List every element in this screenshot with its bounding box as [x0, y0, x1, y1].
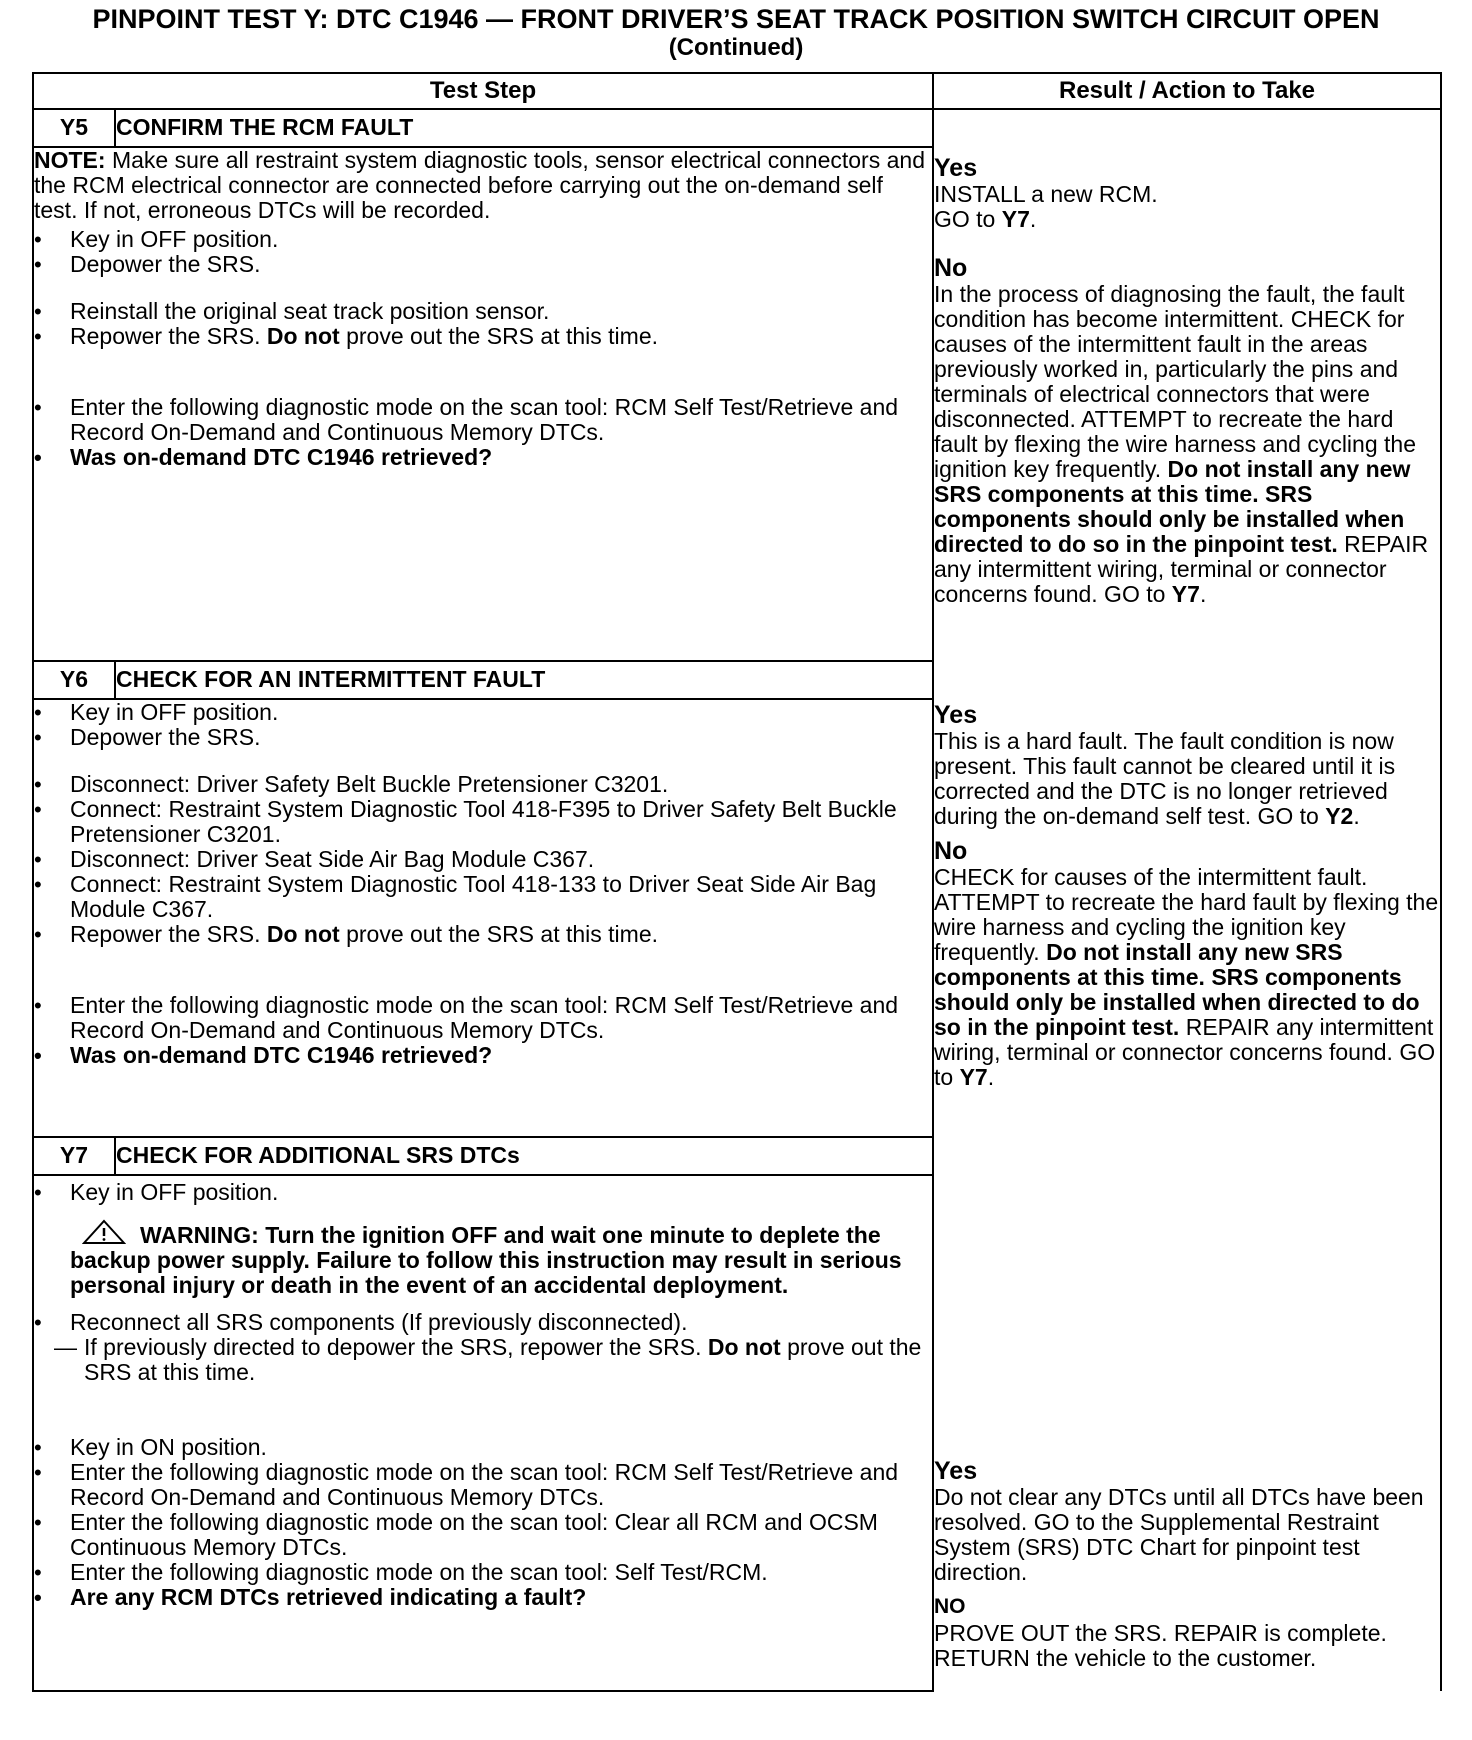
result-y6-yes-heading: Yes [934, 701, 978, 729]
y6-bullet-1: • Key in OFF position. [34, 700, 932, 725]
y7-bullet-7: • Are any RCM DTCs retrieved indicating a fault? [34, 1585, 932, 1610]
step-body-y7 [33, 1175, 933, 1691]
result-y5-no-text: In the process of diagnosing the fault, the fault condition has become intermittent. CHECK for causes of the intermittent fault in the areas previously worked in, particularly the pins and terminals of electrical connectors that were disconnected. ATTEMPT to recreate the hard fault by flexing the wire harness and cycling the ignition key frequently. Do not install any new SRS components at this time. SRS components should only be installed when directed to do so in the pinpoint test. REPAIR any intermittent wiring, terminal or connector concerns found. GO to Y7. [934, 281, 1429, 607]
page-title: PINPOINT TEST Y: DTC C1946 — FRONT DRIVER’S SEAT TRACK POSITION SWITCH CIRCUIT OPEN [92, 4, 1380, 34]
step-id-y6: Y6 [33, 661, 115, 699]
y6-bullet-5: • Disconnect: Driver Seat Side Air Bag Module C367. [34, 847, 932, 872]
y7-bullet-2: • Reconnect all SRS components (If previously disconnected). [34, 1310, 932, 1335]
result-y5-yes-heading: Yes [934, 154, 978, 182]
y5-bullet-3: • Reinstall the original seat track position sensor. [34, 299, 932, 324]
step-id-y5: Y5 [33, 109, 115, 147]
result-y7-yes-heading: Yes [934, 1457, 978, 1485]
result-y7-no-heading: NO [934, 1595, 966, 1618]
page-subtitle: (Continued) [668, 34, 804, 61]
result-y5 [933, 109, 1441, 661]
step-body-y6 [33, 699, 933, 1137]
warning-triangle-icon [82, 1219, 126, 1245]
y5-bullet-6: • Was on-demand DTC C1946 retrieved? [34, 445, 932, 470]
y6-bullet-2: • Depower the SRS. [34, 725, 932, 750]
y5-bullet-1: • Key in OFF position. [34, 227, 932, 252]
result-y5-no-heading: No [934, 254, 968, 282]
result-y7-no-text: PROVE OUT the SRS. REPAIR is complete. RETURN the vehicle to the customer. [934, 1620, 1387, 1671]
y6-bullet-6: • Connect: Restraint System Diagnostic Tool 418-133 to Driver Seat Side Air Bag Module C367. [34, 872, 932, 922]
result-y6-no-text: CHECK for causes of the intermittent fault. ATTEMPT to recreate the hard fault by flexing the wire harness and cycling the ignition key frequently. Do not install any new SRS components at this time. SRS components should only be installed when directed to do so in the pinpoint test. REPAIR any intermittent wiring, terminal or connector concerns found. GO to Y7. [934, 864, 1439, 1090]
result-y5-yes-goto: GO to Y7. [934, 206, 1037, 232]
y6-bullet-3: • Disconnect: Driver Safety Belt Buckle Pretensioner C3201. [34, 772, 932, 797]
step-title-y6: CHECK FOR AN INTERMITTENT FAULT [115, 661, 933, 699]
y7-bullet-1: • Key in OFF position. [34, 1180, 932, 1205]
result-y6 [933, 661, 1441, 1137]
y6-bullet-9: • Was on-demand DTC C1946 retrieved? [34, 1043, 932, 1068]
result-y6-yes-text: This is a hard fault. The fault condition is now present. This fault cannot be cleared until it is corrected and the DTC is no longer retrieved during the on-demand self test. GO to Y2. [934, 728, 1396, 829]
y6-bullet-4: • Connect: Restraint System Diagnostic Tool 418-F395 to Driver Safety Belt Buckle Pretensioner C3201. [34, 797, 932, 847]
y6-bullet-7: • Repower the SRS. Do not prove out the SRS at this time. [34, 922, 932, 947]
step-body-y5 [33, 147, 933, 661]
result-y6-no-heading: No [934, 837, 968, 865]
y6-bullet-8: • Enter the following diagnostic mode on the scan tool: RCM Self Test/Retrieve and Record On-Demand and Continuous Memory DTCs. [34, 993, 932, 1043]
result-y5-yes-line1: INSTALL a new RCM. [934, 181, 1158, 207]
result-y7-yes-text: Do not clear any DTCs until all DTCs have been resolved. GO to the Supplemental Restraint System (SRS) DTC Chart for pinpoint test direction. [934, 1484, 1424, 1585]
y7-bullet-4: • Enter the following diagnostic mode on the scan tool: RCM Self Test/Retrieve and Record On-Demand and Continuous Memory DTCs. [34, 1460, 932, 1510]
y5-note: NOTE: Make sure all restraint system diagnostic tools, sensor electrical connectors and the RCM electrical connector are connected before carrying out the on-demand self test. If not, erroneous DTCs will be recorded. [34, 147, 925, 223]
pinpoint-test-table [32, 72, 1442, 1692]
y7-warning: WARNING: Turn the ignition OFF and wait one minute to deplete the backup power supply. Failure to follow this instruction may result in serious personal injury or death in the event of an accidental deployment. [34, 1219, 932, 1298]
step-id-y7: Y7 [33, 1137, 115, 1175]
y7-bullet-5: • Enter the following diagnostic mode on the scan tool: Clear all RCM and OCSM Continuous Memory DTCs. [34, 1510, 932, 1560]
y7-bullet-3: • Key in ON position. [34, 1435, 932, 1460]
y5-bullet-5: • Enter the following diagnostic mode on the scan tool: RCM Self Test/Retrieve and Record On-Demand and Continuous Memory DTCs. [34, 395, 932, 445]
y7-sub-item: — If previously directed to depower the SRS, repower the SRS. Do not prove out the SRS at this time. [54, 1334, 922, 1385]
y7-bullet-6: • Enter the following diagnostic mode on the scan tool: Self Test/RCM. [34, 1560, 932, 1585]
result-y7 [933, 1137, 1441, 1691]
step-title-y7: CHECK FOR ADDITIONAL SRS DTCs [115, 1137, 933, 1175]
header-test-step: Test Step [33, 73, 933, 109]
y5-bullet-4: • Repower the SRS. Do not prove out the SRS at this time. [34, 324, 932, 349]
step-title-y5: CONFIRM THE RCM FAULT [115, 109, 933, 147]
header-result: Result / Action to Take [933, 73, 1441, 109]
y5-bullet-2: • Depower the SRS. [34, 252, 932, 277]
